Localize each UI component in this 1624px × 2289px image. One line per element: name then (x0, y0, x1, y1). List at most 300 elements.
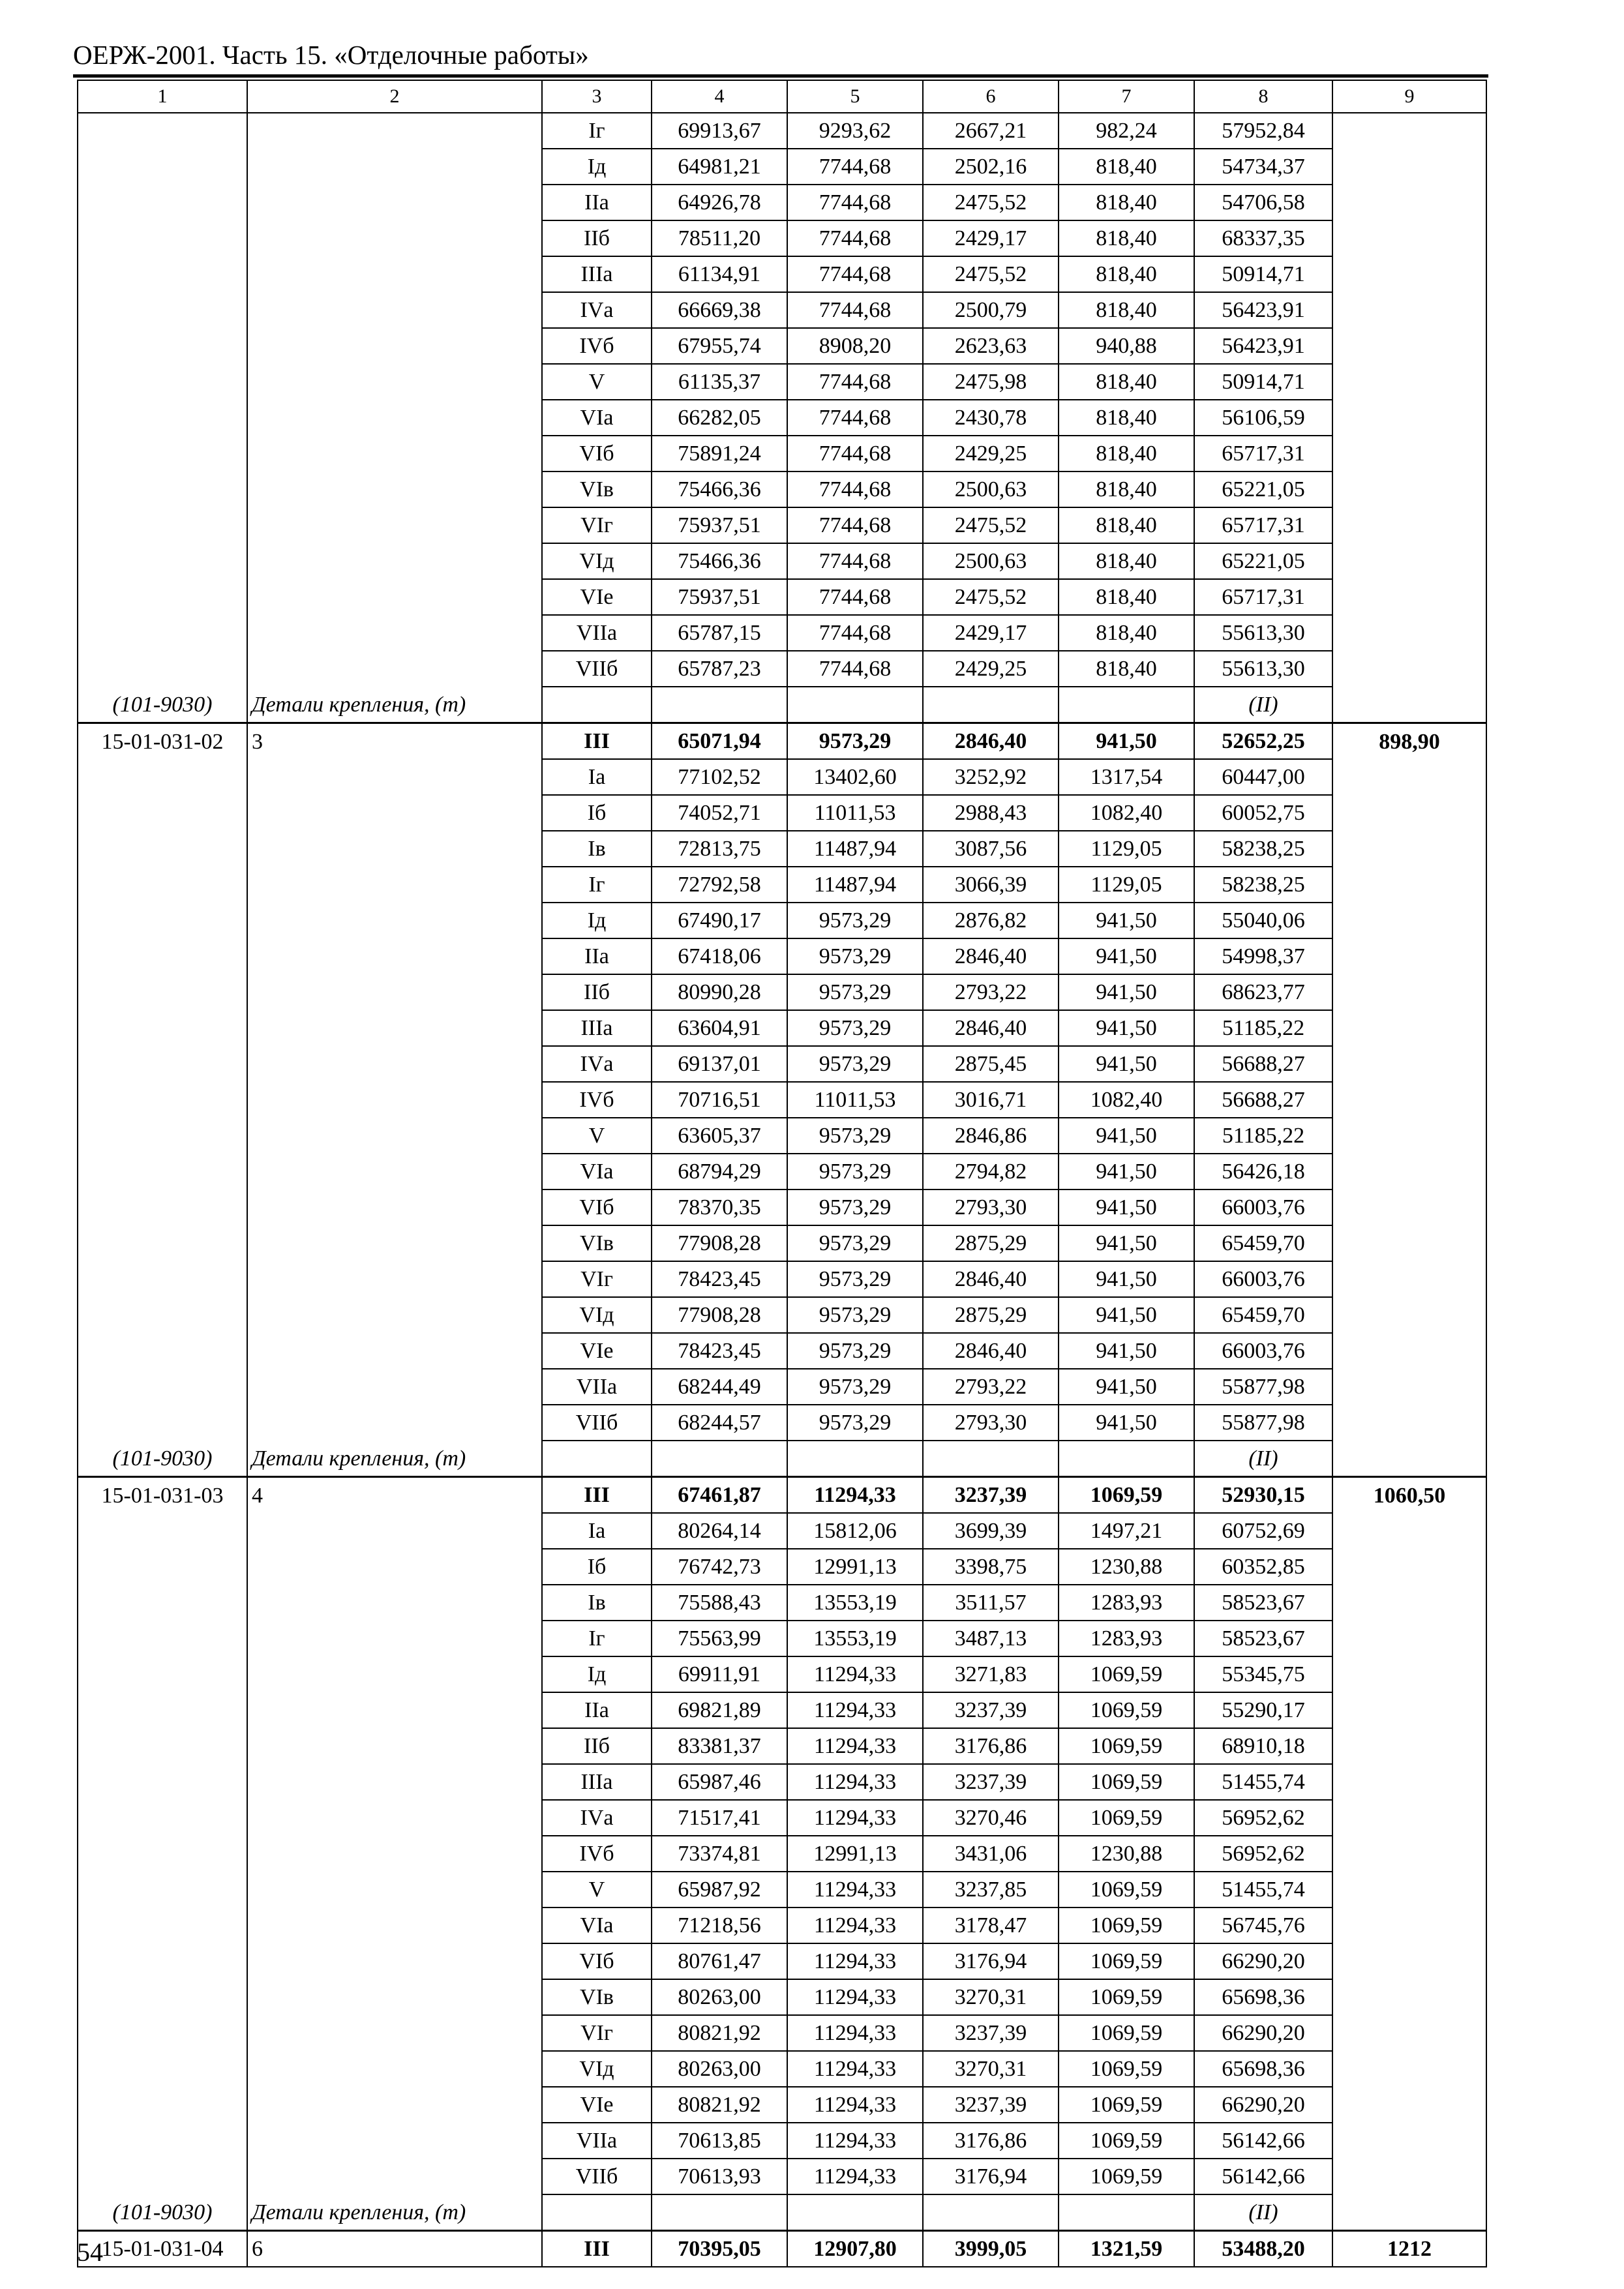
row-value: 56142,66 (1194, 2123, 1332, 2159)
row-value: 75937,51 (652, 579, 787, 615)
empty-cell (78, 1513, 247, 1549)
table-row (78, 1189, 1486, 1225)
column-header: 1 (78, 80, 247, 113)
table-row (78, 1943, 1486, 1979)
row-value: 3087,56 (923, 831, 1059, 867)
row-value: 818,40 (1059, 185, 1194, 220)
row-value: 1069,59 (1059, 2159, 1194, 2194)
table-row (78, 1621, 1486, 1656)
row-value: 55613,30 (1194, 651, 1332, 687)
empty-cell (923, 2194, 1059, 2231)
row-value: 2875,29 (923, 1297, 1059, 1333)
empty-cell (247, 1836, 542, 1872)
zone-code: VIд (542, 2051, 652, 2087)
row-value: 3271,83 (923, 1656, 1059, 1692)
row-value: 12991,13 (787, 1549, 923, 1585)
row-value: 7744,68 (787, 471, 923, 507)
empty-cell (78, 1010, 247, 1046)
row-value: 2500,79 (923, 292, 1059, 328)
zone-code: Iд (542, 903, 652, 938)
row-value: 56106,59 (1194, 400, 1332, 436)
row-value: 3270,31 (923, 1979, 1059, 2015)
empty-cell (78, 1082, 247, 1118)
empty-cell (78, 507, 247, 543)
row-value: 77908,28 (652, 1225, 787, 1261)
row-value: 11294,33 (787, 1908, 923, 1943)
row-value: 1069,59 (1059, 1872, 1194, 1908)
table-row (78, 471, 1486, 507)
row-value: 2846,86 (923, 1118, 1059, 1154)
main-value: III (542, 2231, 652, 2267)
zone-code: IIIа (542, 1764, 652, 1800)
row-value: 65221,05 (1194, 471, 1332, 507)
empty-cell (78, 1908, 247, 1943)
table-row (78, 1764, 1486, 1800)
row-value: 50914,71 (1194, 256, 1332, 292)
column-header: 8 (1194, 80, 1332, 113)
footnote-ref: (101-9030) (78, 2194, 247, 2231)
row-value: 66290,20 (1194, 1943, 1332, 1979)
empty-cell (1332, 651, 1486, 687)
row-value: 67418,06 (652, 938, 787, 974)
row-value: 65987,46 (652, 1764, 787, 1800)
table-row (78, 1800, 1486, 1836)
row-value: 80821,92 (652, 2015, 787, 2051)
empty-cell (78, 1728, 247, 1764)
empty-cell (78, 436, 247, 471)
row-value: 3237,39 (923, 1692, 1059, 1728)
row-value: 941,50 (1059, 1118, 1194, 1154)
empty-cell (1332, 2159, 1486, 2194)
row-value: 68910,18 (1194, 1728, 1332, 1764)
row-value: 1069,59 (1059, 2087, 1194, 2123)
row-value: 68794,29 (652, 1154, 787, 1189)
row-value: 78423,45 (652, 1333, 787, 1369)
empty-cell (1332, 687, 1486, 723)
column-9-value: 1212 (1332, 2231, 1486, 2267)
row-value: 3176,94 (923, 2159, 1059, 2194)
empty-cell (1332, 1979, 1486, 2015)
empty-cell (247, 938, 542, 974)
row-value: 818,40 (1059, 651, 1194, 687)
table-row (78, 867, 1486, 903)
row-value: 3237,39 (923, 1764, 1059, 1800)
main-value: 941,50 (1059, 723, 1194, 760)
row-value: 11294,33 (787, 1872, 923, 1908)
row-value: 66669,38 (652, 292, 787, 328)
row-value: 1082,40 (1059, 1082, 1194, 1118)
empty-cell (247, 543, 542, 579)
main-value: 11294,33 (787, 1477, 923, 1514)
empty-cell (247, 292, 542, 328)
row-value: 2846,40 (923, 1010, 1059, 1046)
row-value: 9573,29 (787, 1225, 923, 1261)
zone-code: IIб (542, 1728, 652, 1764)
row-value: 2500,63 (923, 471, 1059, 507)
table-row (78, 1513, 1486, 1549)
table-row (78, 507, 1486, 543)
row-value: 54734,37 (1194, 149, 1332, 185)
zone-code: IIIа (542, 256, 652, 292)
row-value: 11294,33 (787, 2123, 923, 2159)
empty-cell (247, 185, 542, 220)
row-value: 11294,33 (787, 2087, 923, 2123)
table-row (78, 364, 1486, 400)
empty-cell (78, 867, 247, 903)
row-value: 2988,43 (923, 795, 1059, 831)
row-value: 68337,35 (1194, 220, 1332, 256)
row-value: 818,40 (1059, 507, 1194, 543)
empty-cell (78, 1979, 247, 2015)
empty-cell (247, 113, 542, 149)
row-value: 11294,33 (787, 2159, 923, 2194)
table-row (78, 1154, 1486, 1189)
row-value: 3398,75 (923, 1549, 1059, 1585)
row-value: 1069,59 (1059, 2123, 1194, 2159)
table-row (78, 1405, 1486, 1441)
empty-cell (1332, 1800, 1486, 1836)
empty-cell (247, 400, 542, 436)
row-value: 13553,19 (787, 1621, 923, 1656)
table-row (78, 220, 1486, 256)
table-row (78, 1585, 1486, 1621)
empty-cell (247, 2159, 542, 2194)
table-row (78, 1549, 1486, 1585)
table-row (78, 1728, 1486, 1764)
table-row (78, 292, 1486, 328)
row-value: 2429,17 (923, 220, 1059, 256)
zone-code: V (542, 1872, 652, 1908)
empty-cell (1332, 759, 1486, 795)
zone-code: VIб (542, 436, 652, 471)
row-value: 56745,76 (1194, 1908, 1332, 1943)
row-value: 11487,94 (787, 831, 923, 867)
empty-cell (1332, 1369, 1486, 1405)
unit-value: 3 (247, 723, 542, 760)
table-row (78, 903, 1486, 938)
row-value: 11294,33 (787, 1979, 923, 2015)
row-value: 11294,33 (787, 2015, 923, 2051)
row-value: 56688,27 (1194, 1046, 1332, 1082)
row-value: 3237,39 (923, 2087, 1059, 2123)
empty-cell (1332, 1728, 1486, 1764)
row-value: 13553,19 (787, 1585, 923, 1621)
row-value: 78511,20 (652, 220, 787, 256)
row-value: 68244,57 (652, 1405, 787, 1441)
row-value: 1069,59 (1059, 1979, 1194, 2015)
table-row (78, 1225, 1486, 1261)
zone-code: VIIб (542, 2159, 652, 2194)
row-value: 58238,25 (1194, 867, 1332, 903)
row-value: 50914,71 (1194, 364, 1332, 400)
empty-cell (78, 1261, 247, 1297)
row-value: 80263,00 (652, 2051, 787, 2087)
row-value: 67490,17 (652, 903, 787, 938)
table-row (78, 113, 1486, 149)
main-value: 70395,05 (652, 2231, 787, 2267)
row-value: 9573,29 (787, 1405, 923, 1441)
row-value: 941,50 (1059, 974, 1194, 1010)
row-value: 65717,31 (1194, 507, 1332, 543)
empty-cell (78, 2159, 247, 2194)
table-row (78, 2123, 1486, 2159)
empty-cell (247, 1297, 542, 1333)
empty-cell (1332, 938, 1486, 974)
empty-cell (1332, 1656, 1486, 1692)
table-row (78, 185, 1486, 220)
zone-code: VIIб (542, 651, 652, 687)
empty-cell (1332, 1908, 1486, 1943)
row-value: 2429,25 (923, 436, 1059, 471)
zone-code: Iг (542, 1621, 652, 1656)
table-row (78, 1908, 1486, 1943)
main-value: III (542, 723, 652, 760)
table-row (78, 1010, 1486, 1046)
column-header: 3 (542, 80, 652, 113)
row-value: 1129,05 (1059, 831, 1194, 867)
empty-cell (247, 1118, 542, 1154)
row-value: 51185,22 (1194, 1118, 1332, 1154)
row-value: 818,40 (1059, 543, 1194, 579)
row-value: 1069,59 (1059, 1943, 1194, 1979)
main-value: 52930,15 (1194, 1477, 1332, 1514)
zone-code: Iа (542, 759, 652, 795)
empty-cell (1059, 1441, 1194, 1477)
table-row (78, 256, 1486, 292)
empty-cell (78, 1046, 247, 1082)
main-value: 53488,20 (1194, 2231, 1332, 2267)
row-value: 3176,86 (923, 2123, 1059, 2159)
table-row (78, 2015, 1486, 2051)
main-value: 52652,25 (1194, 723, 1332, 760)
empty-cell (247, 1656, 542, 1692)
row-value: 64981,21 (652, 149, 787, 185)
row-value: 941,50 (1059, 1261, 1194, 1297)
row-value: 2475,52 (923, 185, 1059, 220)
row-value: 1069,59 (1059, 1800, 1194, 1836)
empty-cell (1332, 2015, 1486, 2051)
empty-cell (78, 2087, 247, 2123)
row-value: 2667,21 (923, 113, 1059, 149)
main-value: 67461,87 (652, 1477, 787, 1514)
row-value: 65459,70 (1194, 1297, 1332, 1333)
empty-cell (542, 1441, 652, 1477)
row-value: 61134,91 (652, 256, 787, 292)
table-row (78, 795, 1486, 831)
row-value: 2846,40 (923, 938, 1059, 974)
zone-code: IIа (542, 938, 652, 974)
row-value: 12991,13 (787, 1836, 923, 1872)
unit-value: 4 (247, 1477, 542, 1514)
table-row (78, 2159, 1486, 2194)
empty-cell (247, 867, 542, 903)
row-value: 11294,33 (787, 1656, 923, 1692)
empty-cell (652, 687, 787, 723)
empty-cell (1332, 1836, 1486, 1872)
empty-cell (1332, 2194, 1486, 2231)
zone-code: VIIб (542, 1405, 652, 1441)
empty-cell (78, 400, 247, 436)
table-row (78, 1333, 1486, 1369)
row-value: 60752,69 (1194, 1513, 1332, 1549)
empty-cell (1332, 1872, 1486, 1908)
empty-cell (652, 1441, 787, 1477)
row-value: 66290,20 (1194, 2087, 1332, 2123)
row-value: 72792,58 (652, 867, 787, 903)
row-value: 83381,37 (652, 1728, 787, 1764)
empty-cell (247, 1369, 542, 1405)
main-value: 9573,29 (787, 723, 923, 760)
empty-cell (1332, 543, 1486, 579)
row-value: 58523,67 (1194, 1585, 1332, 1621)
empty-cell (247, 651, 542, 687)
empty-cell (247, 795, 542, 831)
row-value: 7744,68 (787, 507, 923, 543)
empty-cell (78, 1118, 247, 1154)
empty-cell (787, 687, 923, 723)
zone-code: Iб (542, 1549, 652, 1585)
zone-code: VIа (542, 400, 652, 436)
empty-cell (1332, 831, 1486, 867)
row-value: 65698,36 (1194, 2051, 1332, 2087)
row-value: 73374,81 (652, 1836, 787, 1872)
row-value: 9573,29 (787, 1046, 923, 1082)
zone-code: VIе (542, 2087, 652, 2123)
row-value: 2430,78 (923, 400, 1059, 436)
empty-cell (78, 1764, 247, 1800)
empty-cell (78, 1621, 247, 1656)
footnote-note: (II) (1194, 2194, 1332, 2231)
row-value: 56688,27 (1194, 1082, 1332, 1118)
row-value: 65698,36 (1194, 1979, 1332, 2015)
row-value: 11011,53 (787, 1082, 923, 1118)
empty-cell (1332, 795, 1486, 831)
row-value: 9573,29 (787, 1333, 923, 1369)
empty-cell (247, 364, 542, 400)
empty-cell (247, 1046, 542, 1082)
empty-cell (247, 759, 542, 795)
empty-cell (247, 1979, 542, 2015)
empty-cell (78, 2123, 247, 2159)
row-value: 66282,05 (652, 400, 787, 436)
footnote-label: Детали крепления, (т) (247, 1441, 542, 1477)
row-value: 941,50 (1059, 1225, 1194, 1261)
empty-cell (78, 1692, 247, 1728)
row-value: 1230,88 (1059, 1549, 1194, 1585)
table-row (78, 1082, 1486, 1118)
empty-cell (1332, 1010, 1486, 1046)
row-value: 3487,13 (923, 1621, 1059, 1656)
empty-cell (78, 328, 247, 364)
empty-cell (1332, 1297, 1486, 1333)
row-value: 941,50 (1059, 1046, 1194, 1082)
row-value: 3176,94 (923, 1943, 1059, 1979)
row-value: 1069,59 (1059, 2015, 1194, 2051)
row-value: 54998,37 (1194, 938, 1332, 974)
empty-cell (247, 1621, 542, 1656)
row-value: 1069,59 (1059, 1692, 1194, 1728)
row-value: 3237,39 (923, 2015, 1059, 2051)
rate-code: 15-01-031-04 (78, 2231, 247, 2267)
zone-code: VIд (542, 543, 652, 579)
empty-cell (1059, 2194, 1194, 2231)
row-value: 2875,29 (923, 1225, 1059, 1261)
zone-code: VIг (542, 507, 652, 543)
row-value: 58238,25 (1194, 831, 1332, 867)
table-row (78, 1656, 1486, 1692)
zone-code: VIг (542, 2015, 652, 2051)
empty-cell (78, 1943, 247, 1979)
empty-cell (78, 1405, 247, 1441)
row-value: 51455,74 (1194, 1872, 1332, 1908)
table-row (78, 2051, 1486, 2087)
row-value: 9573,29 (787, 1010, 923, 1046)
empty-cell (247, 1010, 542, 1046)
row-value: 1069,59 (1059, 1728, 1194, 1764)
empty-cell (78, 651, 247, 687)
row-value: 65459,70 (1194, 1225, 1332, 1261)
empty-cell (78, 1800, 247, 1836)
row-value: 2846,40 (923, 1333, 1059, 1369)
empty-cell (78, 1549, 247, 1585)
zone-code: VIе (542, 579, 652, 615)
row-value: 9573,29 (787, 1189, 923, 1225)
main-value: 12907,80 (787, 2231, 923, 2267)
row-value: 72813,75 (652, 831, 787, 867)
row-value: 2502,16 (923, 149, 1059, 185)
rate-code: 15-01-031-03 (78, 1477, 247, 1514)
empty-cell (542, 687, 652, 723)
empty-cell (1059, 687, 1194, 723)
table-row (78, 938, 1486, 974)
row-value: 818,40 (1059, 220, 1194, 256)
empty-cell (1332, 149, 1486, 185)
empty-cell (247, 579, 542, 615)
row-value: 9573,29 (787, 974, 923, 1010)
zone-code: IVа (542, 292, 652, 328)
row-value: 2875,45 (923, 1046, 1059, 1082)
empty-cell (1332, 436, 1486, 471)
empty-cell (1332, 364, 1486, 400)
row-value: 68623,77 (1194, 974, 1332, 1010)
row-value: 7744,68 (787, 220, 923, 256)
row-value: 2429,25 (923, 651, 1059, 687)
row-value: 66003,76 (1194, 1333, 1332, 1369)
zone-code: IVа (542, 1800, 652, 1836)
empty-cell (247, 1549, 542, 1585)
row-value: 66003,76 (1194, 1189, 1332, 1225)
row-value: 941,50 (1059, 1154, 1194, 1189)
empty-cell (247, 1764, 542, 1800)
row-value: 57952,84 (1194, 113, 1332, 149)
row-value: 77102,52 (652, 759, 787, 795)
empty-cell (247, 1082, 542, 1118)
row-value: 54706,58 (1194, 185, 1332, 220)
empty-cell (78, 543, 247, 579)
column-header: 5 (787, 80, 923, 113)
zone-code: VIIа (542, 615, 652, 651)
row-value: 2429,17 (923, 615, 1059, 651)
main-value: 1069,59 (1059, 1477, 1194, 1514)
row-value: 2793,22 (923, 1369, 1059, 1405)
row-value: 56426,18 (1194, 1154, 1332, 1189)
row-value: 11487,94 (787, 867, 923, 903)
empty-cell (78, 938, 247, 974)
column-9-value: 1060,50 (1332, 1477, 1486, 1514)
row-value: 818,40 (1059, 615, 1194, 651)
table-row (78, 2087, 1486, 2123)
row-value: 2794,82 (923, 1154, 1059, 1189)
